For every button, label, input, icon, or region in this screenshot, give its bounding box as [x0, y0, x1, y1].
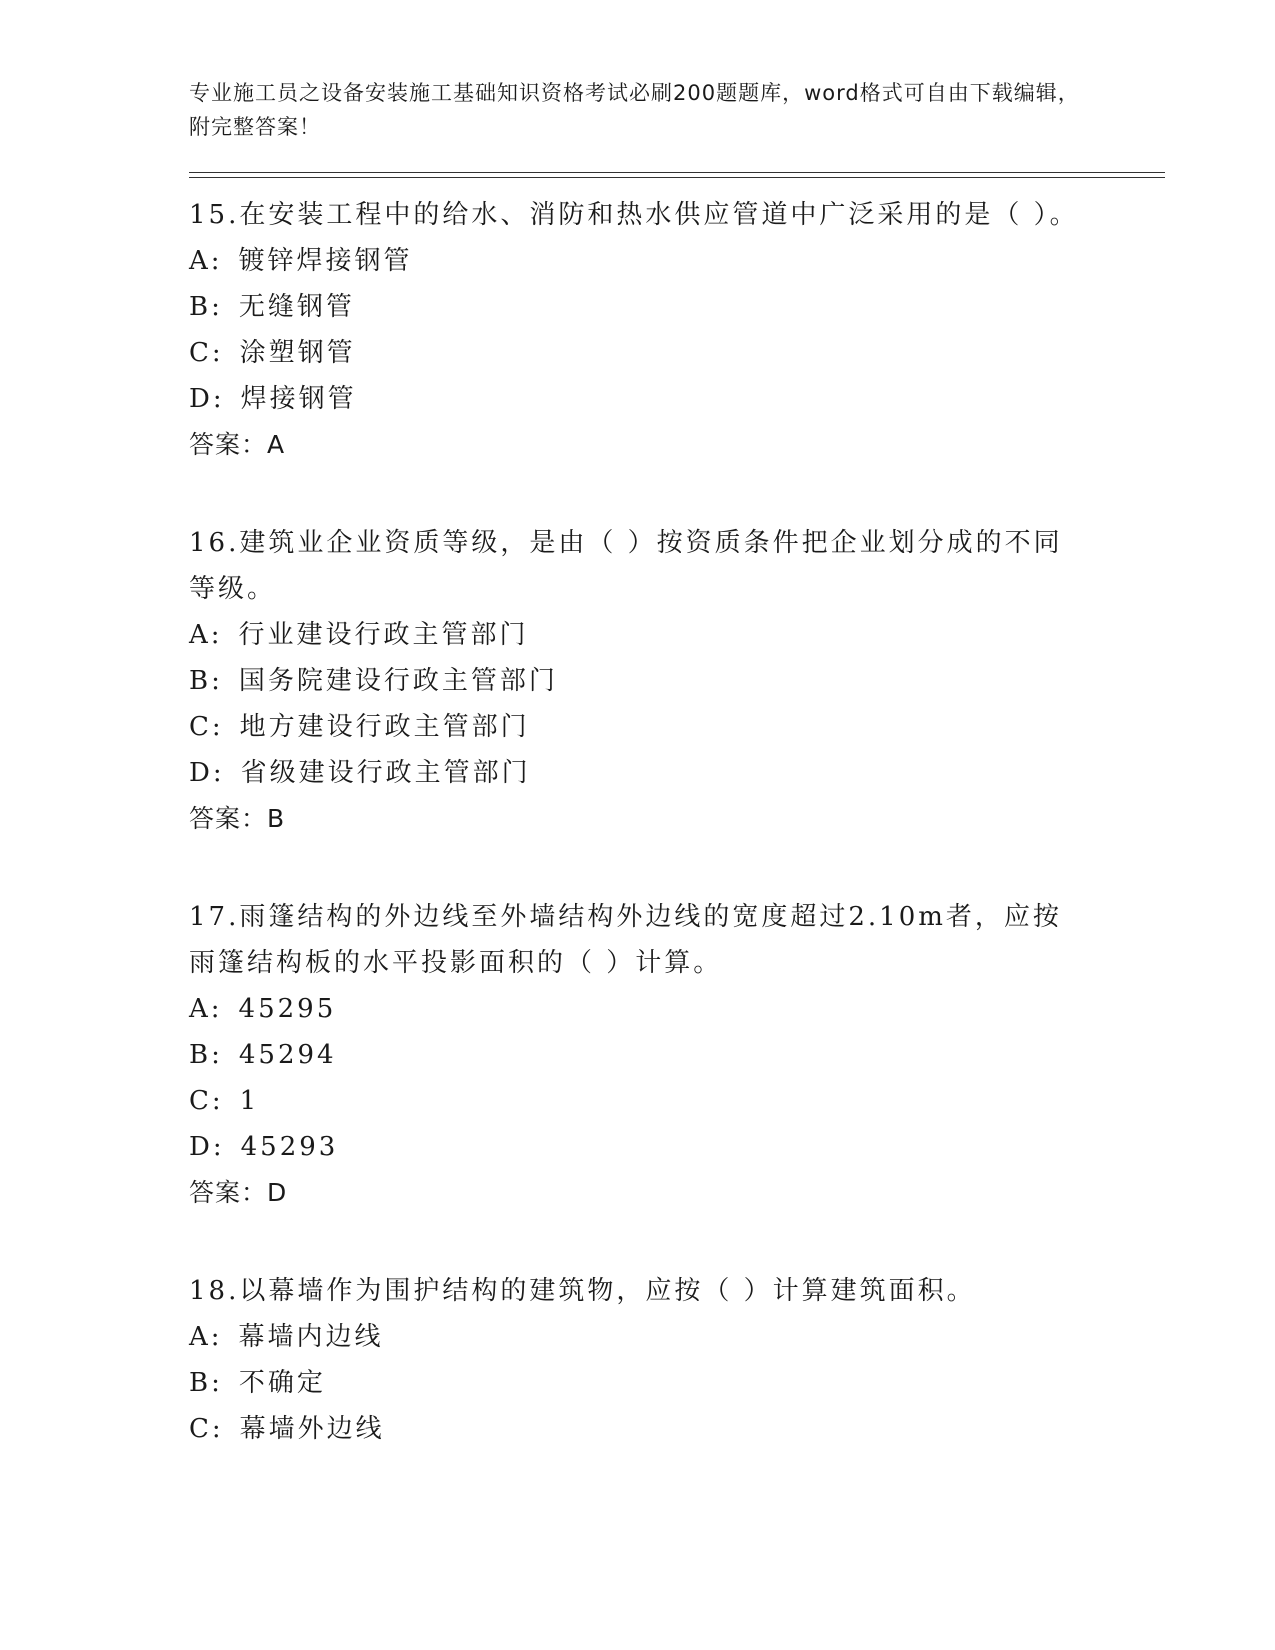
answer-line: 答案：A — [189, 430, 286, 459]
option-text: 涂塑钢管 — [239, 338, 356, 368]
option-a — [189, 986, 1089, 1032]
option-b — [189, 1360, 1089, 1406]
option-a — [189, 1314, 1089, 1360]
option-key: D: — [189, 384, 225, 414]
question-18 — [189, 1268, 1089, 1452]
document-header: 专业施工员之设备安装施工基础知识资格考试必刷200题题库，word格式可自由下载编辑，附完整答案！ — [189, 81, 1080, 139]
question-stem: 16.建筑业企业资质等级，是由（ ）按资质条件把企业划分成的不同等级。 — [189, 528, 1063, 604]
option-text: 1 — [239, 1086, 260, 1116]
option-key: B: — [189, 1368, 223, 1398]
option-text: 幕墙外边线 — [239, 1414, 385, 1444]
option-b — [189, 284, 1089, 330]
option-text: 45295 — [238, 994, 337, 1024]
option-d — [189, 376, 1089, 422]
option-c — [189, 330, 1089, 376]
option-key: C: — [189, 1086, 224, 1116]
option-key: A: — [189, 1322, 223, 1352]
question-list — [189, 192, 1089, 1504]
option-text: 镀锌焊接钢管 — [238, 246, 413, 276]
option-c — [189, 704, 1089, 750]
option-key: C: — [189, 1414, 224, 1444]
question-15 — [189, 192, 1089, 468]
header-divider-bottom — [189, 177, 1165, 178]
question-16 — [189, 520, 1089, 842]
option-text: 省级建设行政主管部门 — [240, 758, 531, 788]
option-key: D: — [189, 1132, 225, 1162]
option-key: C: — [189, 338, 224, 368]
option-a — [189, 238, 1089, 284]
option-text: 国务院建设行政主管部门 — [238, 666, 558, 696]
option-text: 无缝钢管 — [238, 292, 355, 322]
option-key: A: — [189, 994, 223, 1024]
option-text: 地方建设行政主管部门 — [239, 712, 530, 742]
option-text: 幕墙内边线 — [238, 1322, 384, 1352]
option-d — [189, 750, 1089, 796]
option-c — [189, 1406, 1089, 1452]
question-17 — [189, 894, 1089, 1216]
option-d — [189, 1124, 1089, 1170]
option-text: 45294 — [238, 1040, 337, 1070]
option-key: A: — [189, 246, 223, 276]
question-stem: 18.以幕墙作为围护结构的建筑物，应按（ ）计算建筑面积。 — [189, 1276, 976, 1306]
question-stem: 15.在安装工程中的给水、消防和热水供应管道中广泛采用的是（ ）。 — [189, 200, 1079, 230]
option-text: 焊接钢管 — [240, 384, 357, 414]
answer-line: 答案：D — [189, 1178, 288, 1207]
option-text: 行业建设行政主管部门 — [238, 620, 529, 650]
option-b — [189, 658, 1089, 704]
option-key: A: — [189, 620, 223, 650]
header-divider-top — [189, 172, 1165, 173]
question-stem: 17.雨篷结构的外边线至外墙结构外边线的宽度超过2.10m者，应按雨篷结构板的水平投影面积的（ ）计算。 — [189, 902, 1062, 978]
option-text: 不确定 — [238, 1368, 326, 1398]
option-text: 45293 — [240, 1132, 339, 1162]
option-b — [189, 1032, 1089, 1078]
option-key: B: — [189, 666, 223, 696]
answer-line: 答案：B — [189, 804, 286, 833]
option-key: D: — [189, 758, 225, 788]
option-key: B: — [189, 1040, 223, 1070]
option-key: C: — [189, 712, 224, 742]
option-a — [189, 612, 1089, 658]
option-key: B: — [189, 292, 223, 322]
option-c — [189, 1078, 1089, 1124]
